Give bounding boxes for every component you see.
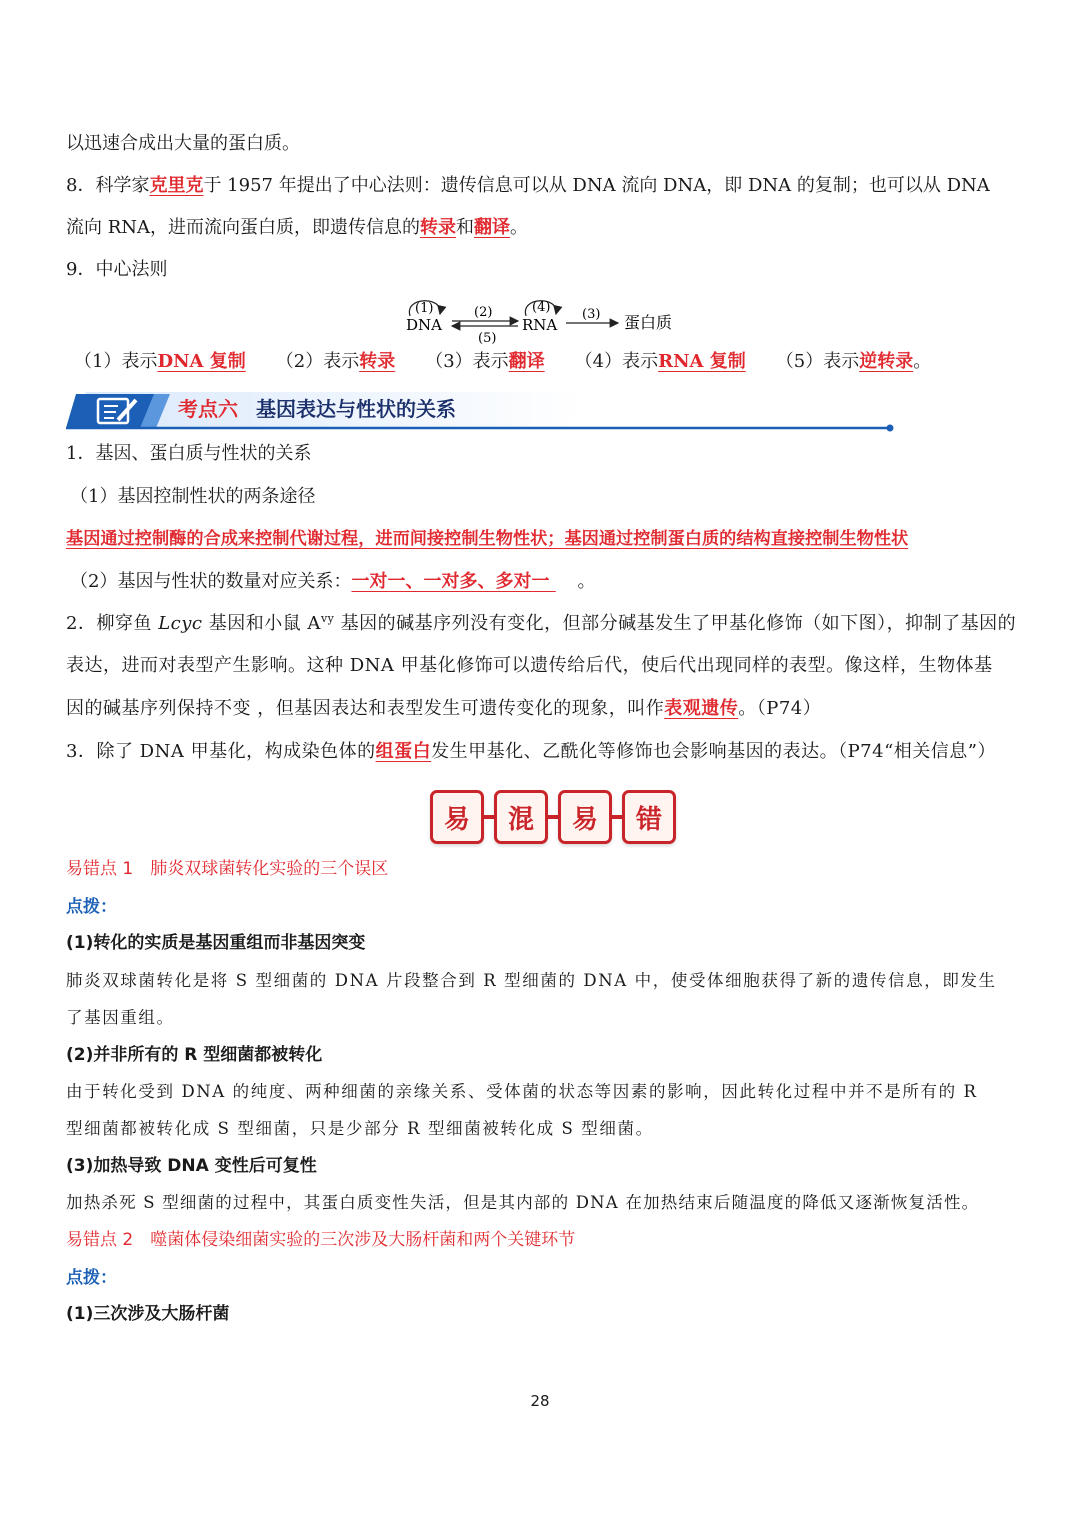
item-8-line-2: 流向 RNA，进而流向蛋白质，即遗传信息的转录和翻译。 xyxy=(66,217,529,238)
protein-label: 蛋白质 xyxy=(624,313,673,332)
answer-rna-replication: RNA 复制 xyxy=(658,351,746,372)
rna-label: RNA xyxy=(522,316,558,334)
page-number: 28 xyxy=(530,1392,550,1410)
section-number: 考点六 xyxy=(178,397,238,421)
section-title xyxy=(178,396,456,422)
badge-char: 混 xyxy=(494,790,548,844)
label-4: (4) xyxy=(532,300,551,315)
section-heading: 基因表达与性状的关系 xyxy=(256,397,456,421)
tip-label: 点拨： xyxy=(66,1268,117,1288)
item-8-line-1: 8．科学家克里克于 1957 年提出了中心法则：遗传信息可以从 DNA 流向 DNA，即 DNA 的复制；也可以从 DNA xyxy=(66,175,990,196)
diagram-legend: （1）表示DNA 复制 （2）表示转录 （3）表示翻译 （4）表示RNA 复制 （5）表示逆转录。 xyxy=(74,351,932,372)
s1-heading: 1．基因、蛋白质与性状的关系 xyxy=(66,443,312,464)
answer-crick: 克里克 xyxy=(149,175,204,196)
answer-reverse-transcription: 逆转录 xyxy=(859,351,914,372)
answer-transcription: 转录 xyxy=(420,217,457,238)
subheading: (3)加热导致 DNA 变性后可复性 xyxy=(66,1156,317,1176)
s2-line-1: 2．柳穿鱼 Lcyc 基因和小鼠 $A^{vy}$ 基因的碱基序列没有变化，但部分碱基发生了甲基化修饰（如下图），抑制了基因的 xyxy=(66,612,1017,634)
paragraph-line: 由于转化受到 DNA 的纯度、两种细菌的亲缘关系、受体菌的状态等因素的影响，因此转化过程中并不是所有的 R xyxy=(66,1082,978,1101)
subheading: (1)三次涉及大肠杆菌 xyxy=(66,1304,230,1324)
s3-line: 3．除了 DNA 甲基化，构成染色体的组蛋白发生甲基化、乙酰化等修饰也会影响基因的表达。（P74“相关信息”） xyxy=(66,741,996,762)
badge-char: 易 xyxy=(430,790,484,844)
answer-histone: 组蛋白 xyxy=(375,741,432,762)
answer-transcription-2: 转录 xyxy=(359,351,396,372)
answer-translation: 翻译 xyxy=(474,217,511,238)
badge-char: 易 xyxy=(558,790,612,844)
label-2: (2) xyxy=(474,305,493,320)
error-point-2-heading: 易错点 2 噬菌体侵染细菌实验的三次涉及大肠杆菌和两个关键环节 xyxy=(66,1230,576,1250)
label-5: (5) xyxy=(478,331,497,346)
tip-label: 点拨： xyxy=(66,897,117,917)
dna-label: DNA xyxy=(406,316,442,334)
paragraph-line: 型细菌都被转化成 S 型细菌，只是少部分 R 型细菌被转化成 S 型细菌。 xyxy=(66,1119,654,1138)
subheading: (2)并非所有的 R 型细菌都被转化 xyxy=(66,1045,323,1065)
label-3: (3) xyxy=(582,307,601,322)
answer-dna-replication: DNA 复制 xyxy=(157,351,246,372)
s2-line-2: 表达，进而对表型产生影响。这种 DNA 甲基化修饰可以遗传给后代，使后代出现同样的表型。像这样，生物体基 xyxy=(66,655,993,676)
answer-epigenetics: 表观遗传 xyxy=(664,698,739,719)
error-point-1-heading: 易错点 1 肺炎双球菌转化实验的三个误区 xyxy=(66,859,389,879)
easy-confusion-badge xyxy=(430,790,676,844)
subheading: (1)转化的实质是基因重组而非基因突变 xyxy=(66,933,366,953)
answer-correspondence: 一对一、一对多、多对一 xyxy=(351,571,550,592)
central-dogma-diagram xyxy=(400,294,690,348)
answer-translation-2: 翻译 xyxy=(508,351,545,372)
s1-sub2: （2）基因与性状的数量对应关系：一对一、一对多、多对一 。 xyxy=(70,571,596,592)
paragraph-line: 肺炎双球菌转化是将 S 型细菌的 DNA 片段整合到 R 型细菌的 DNA 中，使受体细胞获得了新的遗传信息，即发生 xyxy=(66,971,997,990)
s1-sub1-answer: 基因通过控制酶的合成来控制代谢过程，进而间接控制生物性状；基因通过控制蛋白质的结构直接控制生物性状 xyxy=(66,529,909,549)
s1-sub1: （1）基因控制性状的两条途径 xyxy=(70,486,316,507)
paragraph-line: 了基因重组。 xyxy=(66,1008,175,1027)
text-line: 以迅速合成出大量的蛋白质。 xyxy=(66,133,300,154)
badge-char: 错 xyxy=(622,790,676,844)
item-9-heading: 9．中心法则 xyxy=(66,259,168,280)
s2-line-3: 因的碱基序列保持不变 ，但基因表达和表型发生可遗传变化的现象，叫作表观遗传。（P74） xyxy=(66,698,822,719)
paragraph-line: 加热杀死 S 型细菌的过程中，其蛋白质变性失活，但是其内部的 DNA 在加热结束后随温度的降低又逐渐恢复活性。 xyxy=(66,1193,980,1212)
label-1: (1) xyxy=(415,301,434,316)
